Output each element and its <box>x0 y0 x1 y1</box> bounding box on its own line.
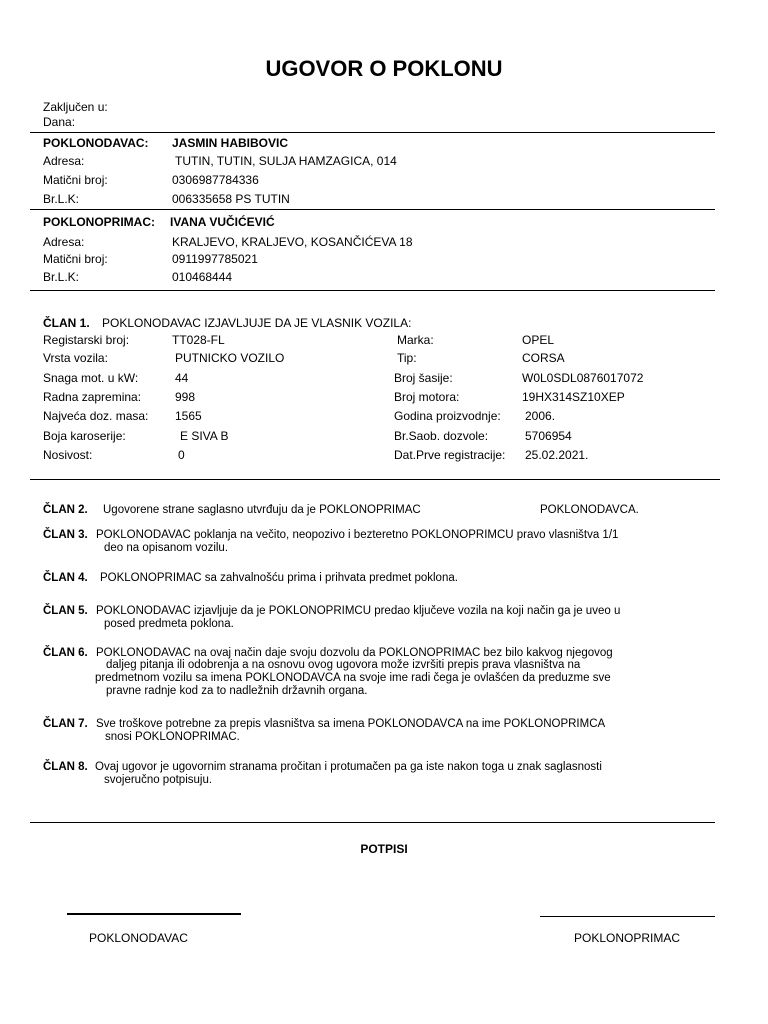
vehicle-label: Vrsta vozila: <box>43 351 108 365</box>
recipient-jmbg-label: Matični broj: <box>43 252 108 266</box>
divider <box>30 209 715 210</box>
vehicle-label: Broj motora: <box>394 390 460 404</box>
donor-lk-label: Br.L.K: <box>43 192 80 206</box>
vehicle-value: CORSA <box>522 351 565 365</box>
article-text: POKLONODAVAC izjavljuje da je POKLONOPRIMCU predao ključeve vozila na koji način ga je uveo u <box>96 605 621 617</box>
document-title: UGOVOR O POKLONU <box>265 56 503 81</box>
recipient-jmbg: 0911997785021 <box>172 252 258 266</box>
date-label: Dana: <box>43 115 76 129</box>
donor-address: TUTIN, TUTIN, SULJA HAMZAGICA, 014 <box>175 154 397 168</box>
place-label: Zaključen u: <box>43 100 108 114</box>
article-label: ČLAN 5. <box>43 605 88 617</box>
donor-lk: 006335658 PS TUTIN <box>172 192 290 206</box>
vehicle-value: W0L0SDL0876017072 <box>522 371 644 385</box>
vehicle-value: 25.02.2021. <box>525 448 589 462</box>
article-text: POKLONOPRIMAC sa zahvalnošću prima i prihvata predmet poklona. <box>100 572 458 584</box>
vehicle-value: 1565 <box>175 409 202 423</box>
vehicle-value: PUTNICKO VOZILO <box>175 351 285 365</box>
vehicle-value: OPEL <box>522 333 555 347</box>
signature-line-left <box>67 913 241 915</box>
signature-label-recipient: POKLONOPRIMAC <box>574 931 681 945</box>
article-label: ČLAN 7. <box>43 718 88 730</box>
vehicle-label: Najveća doz. masa: <box>43 409 149 423</box>
vehicle-value: 19HX314SZ10XEP <box>522 390 625 404</box>
vehicle-label: Broj šasije: <box>394 371 453 385</box>
vehicle-value: 5706954 <box>525 429 572 443</box>
vehicle-label: Godina proizvodnje: <box>394 409 501 423</box>
signature-label-donor: POKLONODAVAC <box>89 931 188 945</box>
vehicle-value: E SIVA B <box>180 429 229 443</box>
vehicle-label: Dat.Prve registracije: <box>394 448 506 462</box>
divider <box>30 132 715 133</box>
donor-jmbg: 0306987784336 <box>172 173 259 187</box>
signatures-title: POTPISI <box>360 842 408 856</box>
divider <box>30 479 720 480</box>
vehicle-label: Tip: <box>397 351 417 365</box>
article-text: predmetnom vozilu sa imena POKLONODAVCA na svoje ime radi čega je ovlašćen da preduzme sve <box>95 672 611 684</box>
vehicle-label: Br.Saob. dozvole: <box>394 429 489 443</box>
article-text: pravne radnje kod za to nadležnih državnih organa. <box>106 685 368 697</box>
vehicle-value: 0 <box>178 448 185 462</box>
recipient-role-label: POKLONOPRIMAC: <box>43 215 155 229</box>
donor-jmbg-label: Matični broj: <box>43 173 108 187</box>
donor-role-label: POKLONODAVAC: <box>43 136 149 150</box>
recipient-lk-label: Br.L.K: <box>43 270 80 284</box>
article-text: svojeručno potpisuju. <box>104 774 213 786</box>
article-text: posed predmeta poklona. <box>104 618 234 630</box>
article-text: snosi POKLONOPRIMAC. <box>105 731 240 743</box>
recipient-address: KRALJEVO, KRALJEVO, KOSANČIĆEVA 18 <box>172 235 413 249</box>
article-label: ČLAN 2. <box>43 504 88 516</box>
vehicle-label: Snaga mot. u kW: <box>43 371 139 385</box>
divider <box>30 290 715 291</box>
article-label: ČLAN 6. <box>43 647 88 659</box>
article-text: POKLONODAVAC na ovaj način daje svoju dozvolu da POKLONOPRIMAC bez bilo kakvog njegovog <box>96 647 613 659</box>
donor-address-label: Adresa: <box>43 154 85 168</box>
article-1-text: POKLONODAVAC IZJAVLJUJE DA JE VLASNIK VOZILA: <box>102 316 412 330</box>
vehicle-label: Registarski broj: <box>43 333 130 347</box>
vehicle-label: Radna zapremina: <box>43 390 142 404</box>
article-text: Sve troškove potrebne za prepis vlasništva sa imena POKLONODAVCA na ime POKLONOPRIMCA <box>96 718 606 730</box>
article-text: POKLONODAVAC poklanja na večito, neopozivo i bezteretno POKLONOPRIMCU pravo vlasništva 1/1 <box>96 529 619 541</box>
vehicle-value: 2006. <box>525 409 556 423</box>
recipient-name: IVANA VUČIĆEVIĆ <box>170 215 275 229</box>
vehicle-value: 998 <box>175 390 196 404</box>
article-text: daljeg pitanja ili odobrenja a na osnovu ovog ugovora može izvršiti prepis prava vlasništva na <box>106 659 581 671</box>
vehicle-value: TT028-FL <box>172 333 225 347</box>
vehicle-label: Marka: <box>397 333 434 347</box>
article-text: Ugovorene strane saglasno utvrđuju da je POKLONOPRIMAC <box>103 504 421 516</box>
vehicle-value: 44 <box>175 371 189 385</box>
article-1-label: ČLAN 1. <box>43 316 90 330</box>
signature-line-right <box>540 916 715 917</box>
article-label: ČLAN 8. <box>43 761 88 773</box>
article-text: Ovaj ugovor je ugovornim stranama pročitan i protumačen pa ga iste nakon toga u znak saglasnosti <box>95 761 602 773</box>
divider <box>30 822 715 823</box>
recipient-address-label: Adresa: <box>43 235 85 249</box>
article-label: ČLAN 4. <box>43 572 88 584</box>
recipient-lk: 010468444 <box>172 270 233 284</box>
vehicle-label: Nosivost: <box>43 448 93 462</box>
article-text: deo na opisanom vozilu. <box>104 542 229 554</box>
article-label: ČLAN 3. <box>43 529 88 541</box>
vehicle-label: Boja karoserije: <box>43 429 126 443</box>
donor-name: JASMIN HABIBOVIC <box>172 136 289 150</box>
article-text: POKLONODAVCA. <box>540 504 639 516</box>
